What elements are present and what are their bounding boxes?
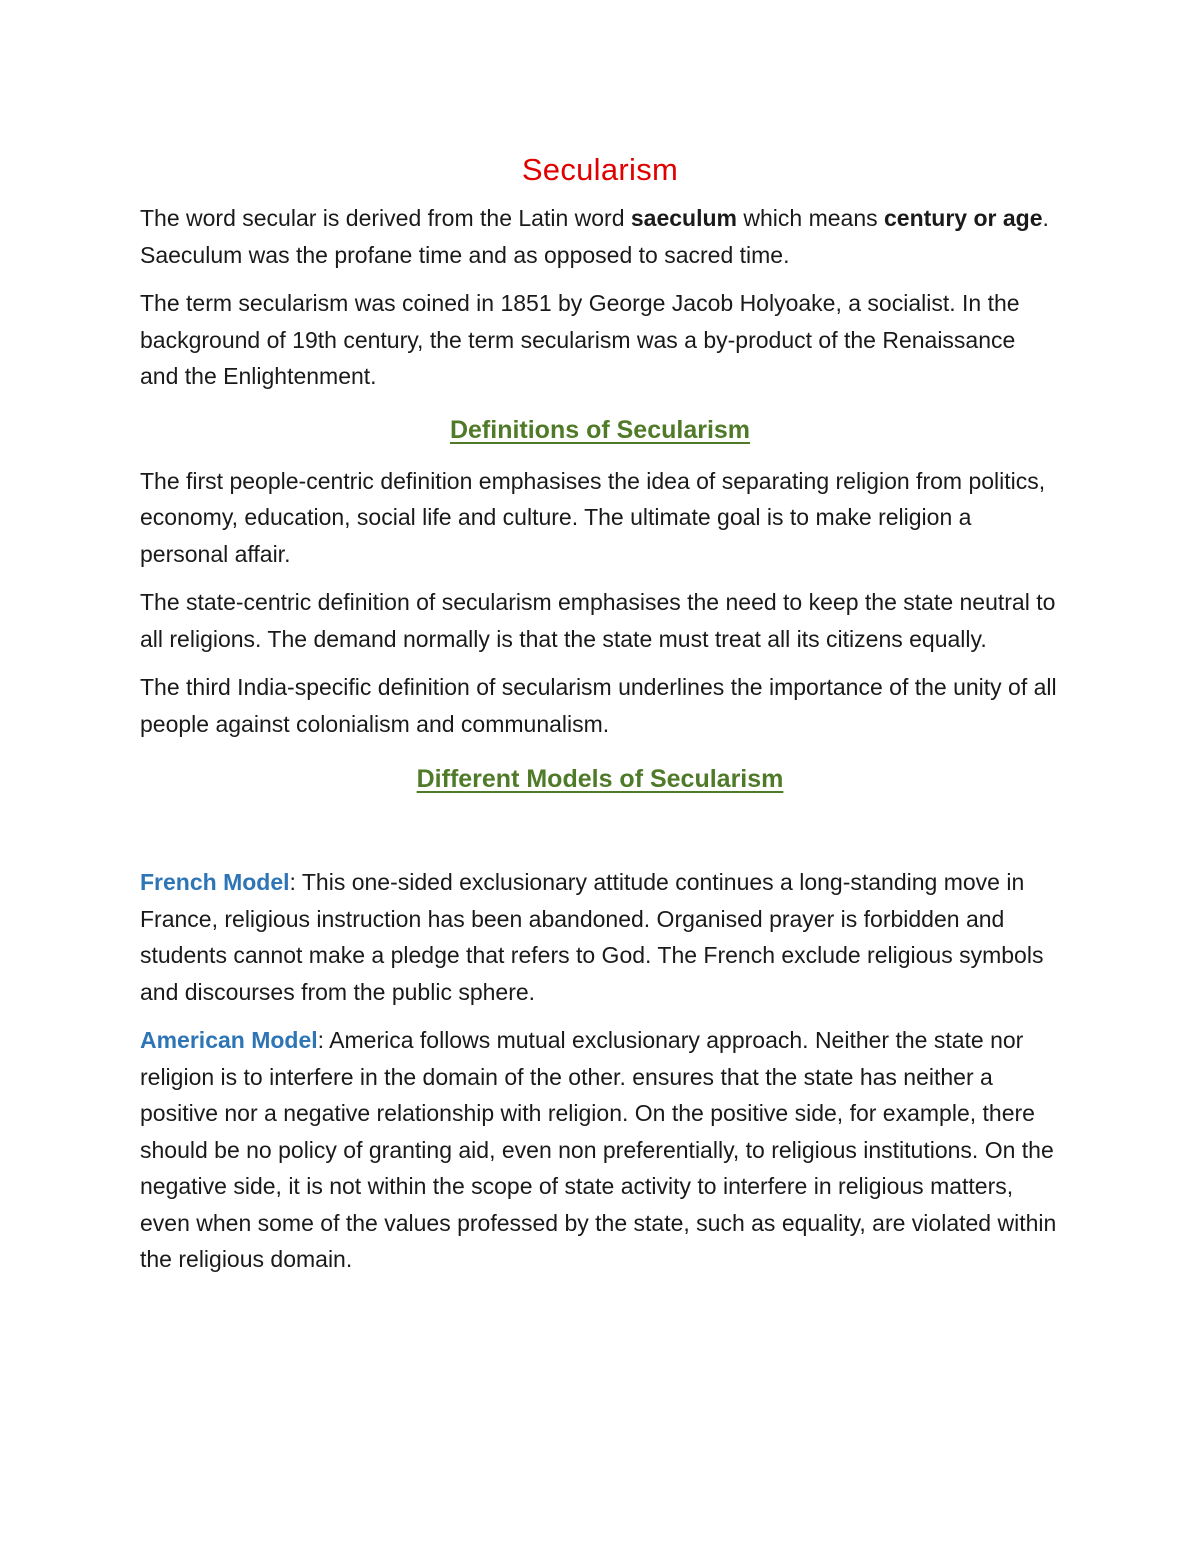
term-century-or-age: century or age [884,205,1043,231]
french-model-text: : This one-sided exclusionary attitude continues a long-standing move in France, religious instruction has been abandoned. Organised prayer is forbidden and students cannot make a pledge that refers to God. The French exclude religious symbols and discourses from the public sphere. [140,869,1044,1005]
intro-text: which means [737,205,885,231]
american-model-label: American Model [140,1027,318,1053]
french-model-paragraph [140,864,1060,1010]
american-model-text: : America follows mutual exclusionary approach. Neither the state nor religion is to interfere in the domain of the other. ensures that the state has neither a positive nor a negative relationship with religion. On the positive side, for example, there should be no policy of granting aid, even non preferentially, to religious institutions. On the negative side, it is not within the scope of state activity to interfere in religious matters, even when some of the values professed by the state, such as equality, are violated within the religious domain. [140,1027,1057,1272]
definition-paragraph-india-specific: The third India-specific definition of secularism underlines the importance of the unity of all people against colonialism and communalism. [140,674,1057,737]
intro-paragraph-origin: The term secularism was coined in 1851 by George Jacob Holyoake, a socialist. In the background of 19th century, the term secularism was a by-product of the Renaissance and the Enlightenment. [140,290,1020,389]
intro-paragraph-etymology [140,200,1060,273]
definition-paragraph-people-centric: The first people-centric definition emphasises the idea of separating religion from politics, economy, education, social life and culture. The ultimate goal is to make religion a personal affair. [140,467,1046,567]
document-body [140,150,1060,1278]
models-heading: Different Models of Secularism [416,765,784,793]
intro-text: . Saeculum was the profane time and as opposed to sacred time. [140,205,1049,268]
french-model-label: French Model [140,869,290,895]
intro-text: The word secular is derived from the Latin word [140,205,631,231]
term-saeculum: saeculum [630,205,737,231]
definition-paragraph-state-centric: The state-centric definition of secularism emphasises the need to keep the state neutral to all religions. The demand normally is that the state must treat all its citizens equally. [140,589,1056,652]
page-title: Secularism [521,152,679,187]
definitions-heading: Definitions of Secularism [449,415,751,444]
american-model-paragraph [140,1022,1060,1278]
